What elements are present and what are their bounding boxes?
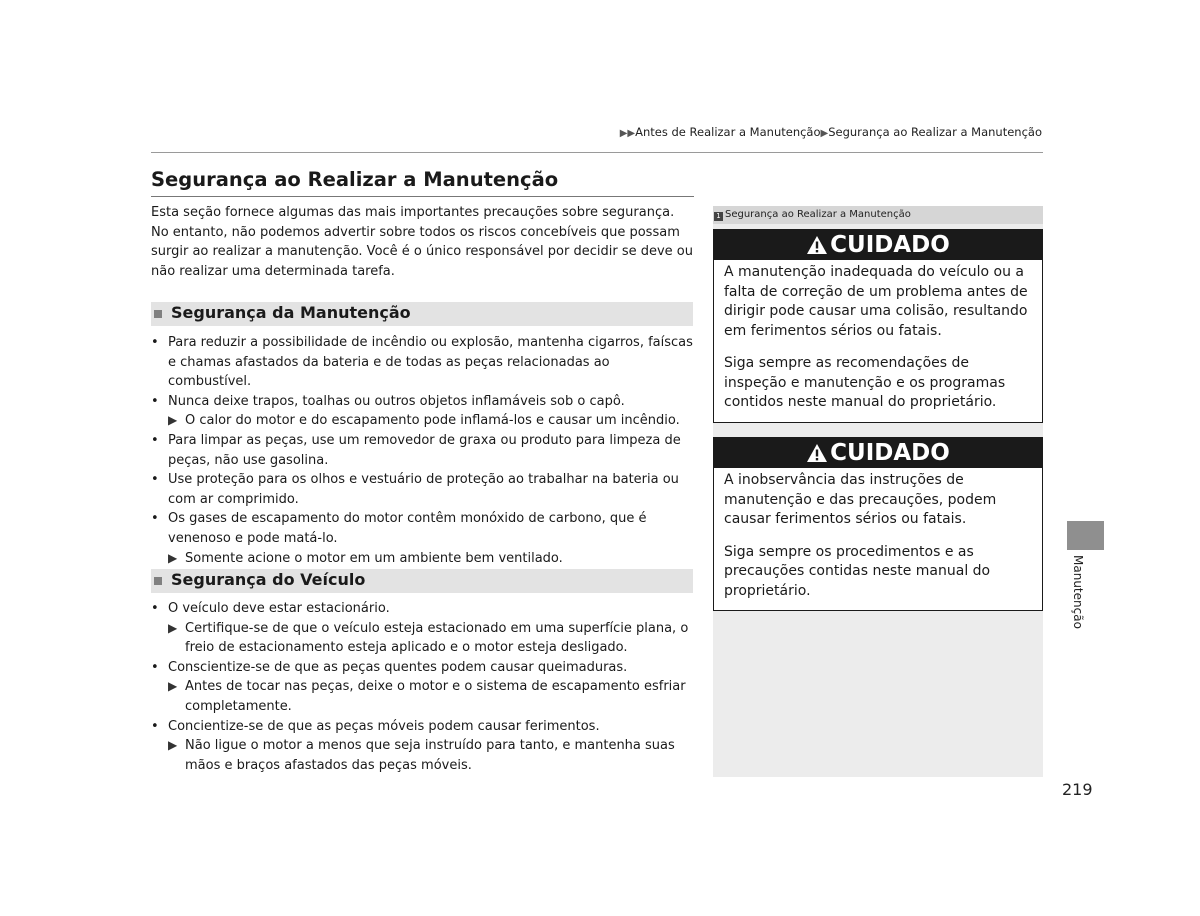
sub-item: ▶ Antes de tocar nas peças, deixe o motor e o sistema de escapamento esfriar completamente.: [168, 679, 686, 714]
triangle-arrow-icon: ▶: [168, 413, 178, 428]
list-item: • O veículo deve estar estacionário. ▶ Certifique-se de que o veículo esteja estacionado em uma superfície plana, o freio de estacionamento esteja aplicado e o motor esteja desligado.: [151, 599, 696, 658]
bullet-icon: •: [151, 601, 159, 616]
breadcrumb-part-1[interactable]: Antes de Realizar a Manutenção: [635, 125, 821, 139]
sub-item: ▶ Não ligue o motor a menos que seja instruído para tanto, e mantenha suas mãos e braços afastados das peças móveis.: [168, 738, 675, 773]
warning-box-1: [713, 229, 1043, 423]
square-bullet-icon: [154, 310, 162, 318]
top-divider: [151, 152, 1043, 153]
bullet-icon: •: [151, 432, 159, 448]
maintenance-safety-list: [151, 333, 696, 568]
list-item: • Concientize-se de que as peças móveis podem causar ferimentos. ▶ Não ligue o motor a menos que seja instruído para tanto, e mantenha suas mãos e braços afastados das peças móveis.: [151, 717, 696, 776]
list-item: • Use proteção para os olhos e vestuário de proteção ao trabalhar na bateria ou com ar comprimido.: [151, 472, 679, 507]
triangle-arrow-icon: ▶: [168, 550, 178, 565]
square-bullet-icon: [154, 577, 162, 585]
list-item: • Para reduzir a possibilidade de incêndio ou explosão, mantenha cigarros, faíscas e chamas afastados da bateria e de todas as peças relacionadas ao combustível.: [151, 335, 693, 390]
triangle-arrow-icon: ▶: [168, 620, 178, 635]
warning-text: A manutenção inadequada do veículo ou a falta de correção de um problema antes de dirigir pode causar uma colisão, resultando em ferimentos sérios ou fatais.: [724, 264, 1028, 339]
warning-box-2: [713, 437, 1043, 611]
reference-icon: 1: [714, 212, 723, 221]
intro-paragraph: Esta seção fornece algumas das mais importantes precauções sobre segurança. No entanto, não podemos advertir sobre todos os riscos concebíveis que possam surgir ao realizar a manutenção. Você é o único responsável por decidir se deve ou não realizar uma determinada tarefa.: [151, 205, 693, 279]
bullet-icon: •: [151, 335, 159, 350]
sidebar-notes: [713, 206, 1043, 777]
sidebar-header: 1 Segurança ao Realizar a Manutenção: [713, 206, 1043, 224]
double-arrow-icon: ▶▶: [619, 128, 636, 139]
bullet-icon: •: [151, 393, 159, 409]
warning-header: CUIDADO: [714, 230, 1042, 260]
list-item: • Conscientize-se de que as peças quentes podem causar queimaduras. ▶ Antes de tocar nas peças, deixe o motor e o sistema de escapamento esfriar completamente.: [151, 658, 696, 717]
bullet-icon: •: [151, 718, 159, 734]
bullet-icon: •: [151, 659, 159, 675]
bullet-icon: •: [151, 511, 159, 527]
page-number: 219: [1062, 780, 1093, 799]
chapter-tab-marker[interactable]: [1067, 521, 1104, 550]
section-heading-maintenance: Segurança da Manutenção: [151, 302, 693, 326]
sub-item: ▶ Somente acione o motor em um ambiente bem ventilado.: [168, 549, 696, 569]
vehicle-safety-list: [151, 599, 696, 775]
list-item: • Para limpar as peças, use um removedor de graxa ou produto para limpeza de peças, não use gasolina.: [151, 432, 681, 468]
chapter-tab-label[interactable]: Manutenção: [1071, 555, 1085, 629]
triangle-arrow-icon: ▶: [168, 738, 178, 753]
warning-instruction: Siga sempre os procedimentos e as precauções contidas neste manual do proprietário.: [724, 543, 991, 599]
warning-header: CUIDADO: [714, 438, 1042, 468]
warning-icon: [806, 235, 828, 255]
sub-item: ▶ Certifique-se de que o veículo esteja estacionado em uma superfície plana, o freio de estacionamento esteja aplicado e o motor esteja desligado.: [168, 620, 689, 656]
warning-icon: [806, 443, 828, 463]
page-title: Segurança ao Realizar a Manutenção: [151, 168, 559, 191]
bullet-icon: •: [151, 472, 159, 488]
arrow-icon: ▶: [820, 128, 829, 139]
section-heading-vehicle: Segurança do Veículo: [151, 569, 693, 593]
triangle-arrow-icon: ▶: [168, 679, 178, 694]
list-item: • Os gases de escapamento do motor contêm monóxido de carbono, que é venenoso e pode matá-lo. ▶ Somente acione o motor em um ambiente bem ventilado.: [151, 509, 696, 568]
title-divider: [151, 196, 694, 197]
list-item: • Nunca deixe trapos, toalhas ou outros objetos inflamáveis sob o capô. ▶ O calor do motor e do escapamento pode inflamá-los e causar um incêndio.: [151, 392, 696, 431]
warning-instruction: Siga sempre as recomendações de inspeção e manutenção e os programas contidos neste manual do proprietário.: [724, 355, 1006, 410]
breadcrumb-part-2[interactable]: Segurança ao Realizar a Manutenção: [828, 125, 1042, 139]
warning-text: A inobservância das instruções de manutenção e das precauções, podem causar ferimentos sérios ou fatais.: [724, 472, 997, 527]
sub-item: ▶ O calor do motor e do escapamento pode inflamá-los e causar um incêndio.: [168, 411, 696, 431]
breadcrumb: [620, 125, 1042, 139]
